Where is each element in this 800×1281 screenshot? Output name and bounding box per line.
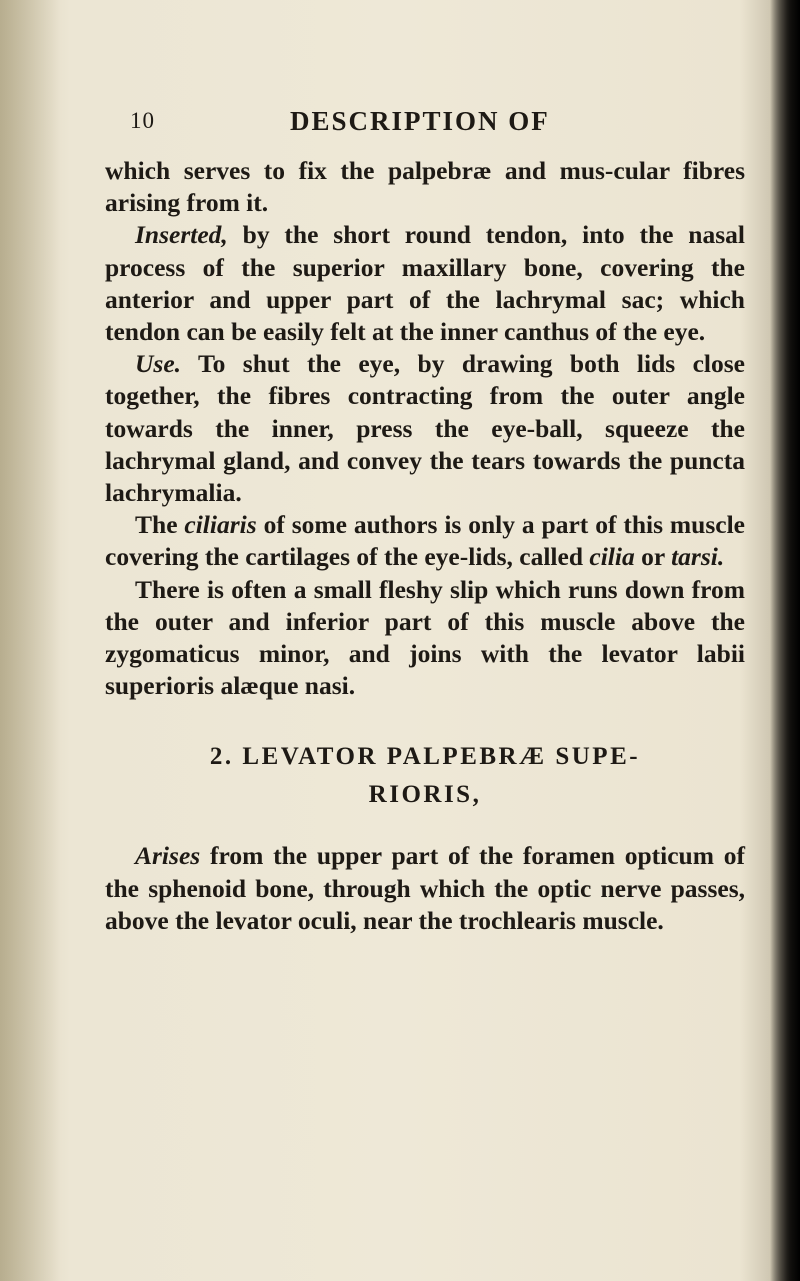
paragraph-text: There is often a small fleshy slip which runs down from the outer and inferior part of this muscle above the zygomaticus minor, and joins with the levator labii superioris alæque nasi. [105,574,745,701]
running-head: DESCRIPTION OF [290,106,550,136]
paragraph-continuation [105,155,745,219]
paragraph-text: To shut the eye, by drawing both lids close together, the fibres contracting from the outer angle towards the inner, press the eye-ball, squeeze the lachrymal gland, and convey the tears towards the puncta lachrymalia. [105,349,745,508]
paragraph-lead-italic: Inserted, [135,220,228,250]
page-number: 10 [130,108,155,133]
paragraph-text: from the upper part of the foramen opticum of the sphenoid bone, through which the optic nerve passes, above the levator oculi, near the trochlearis muscle. [105,841,745,935]
paragraph-arises [105,840,745,937]
paragraph-fleshy-slip [105,574,745,703]
body-text [105,155,745,937]
paragraph-lead-italic: Use. [135,349,182,379]
paragraph-text: which serves to fix the palpebræ and mus-cular fibres arising from it. [105,156,745,218]
paragraph-text: or [634,542,672,572]
paragraph-text: of some authors is only a part of this muscle covering the cartilages of the eye-lids, called [105,510,745,572]
paragraph-text: The [135,510,185,540]
section-heading-line1: 2. LEVATOR PALPEBRÆ SUPE- [209,743,641,771]
paragraph-lead-italic: Arises [135,841,201,871]
paragraph-use [105,348,745,509]
italic-term-cilia: cilia [589,542,635,572]
section-heading [105,738,745,814]
italic-term-ciliaris: ciliaris [184,510,257,540]
spacer [105,814,745,840]
paragraph-text: by the short round tendon, into the nasal process of the superior maxillary bone, covering the anterior and upper part of the lachrymal sac; which tendon can be easily felt at the inner canthus of the eye. [105,220,745,347]
page-edge [770,0,800,1281]
section-heading-line2: RIORIS, [368,781,482,809]
italic-term-tarsi: tarsi. [671,542,725,572]
page-gutter-shadow [0,0,60,1281]
paragraph-inserted [105,219,745,348]
paragraph-ciliaris [105,509,745,573]
page-header [130,108,730,148]
